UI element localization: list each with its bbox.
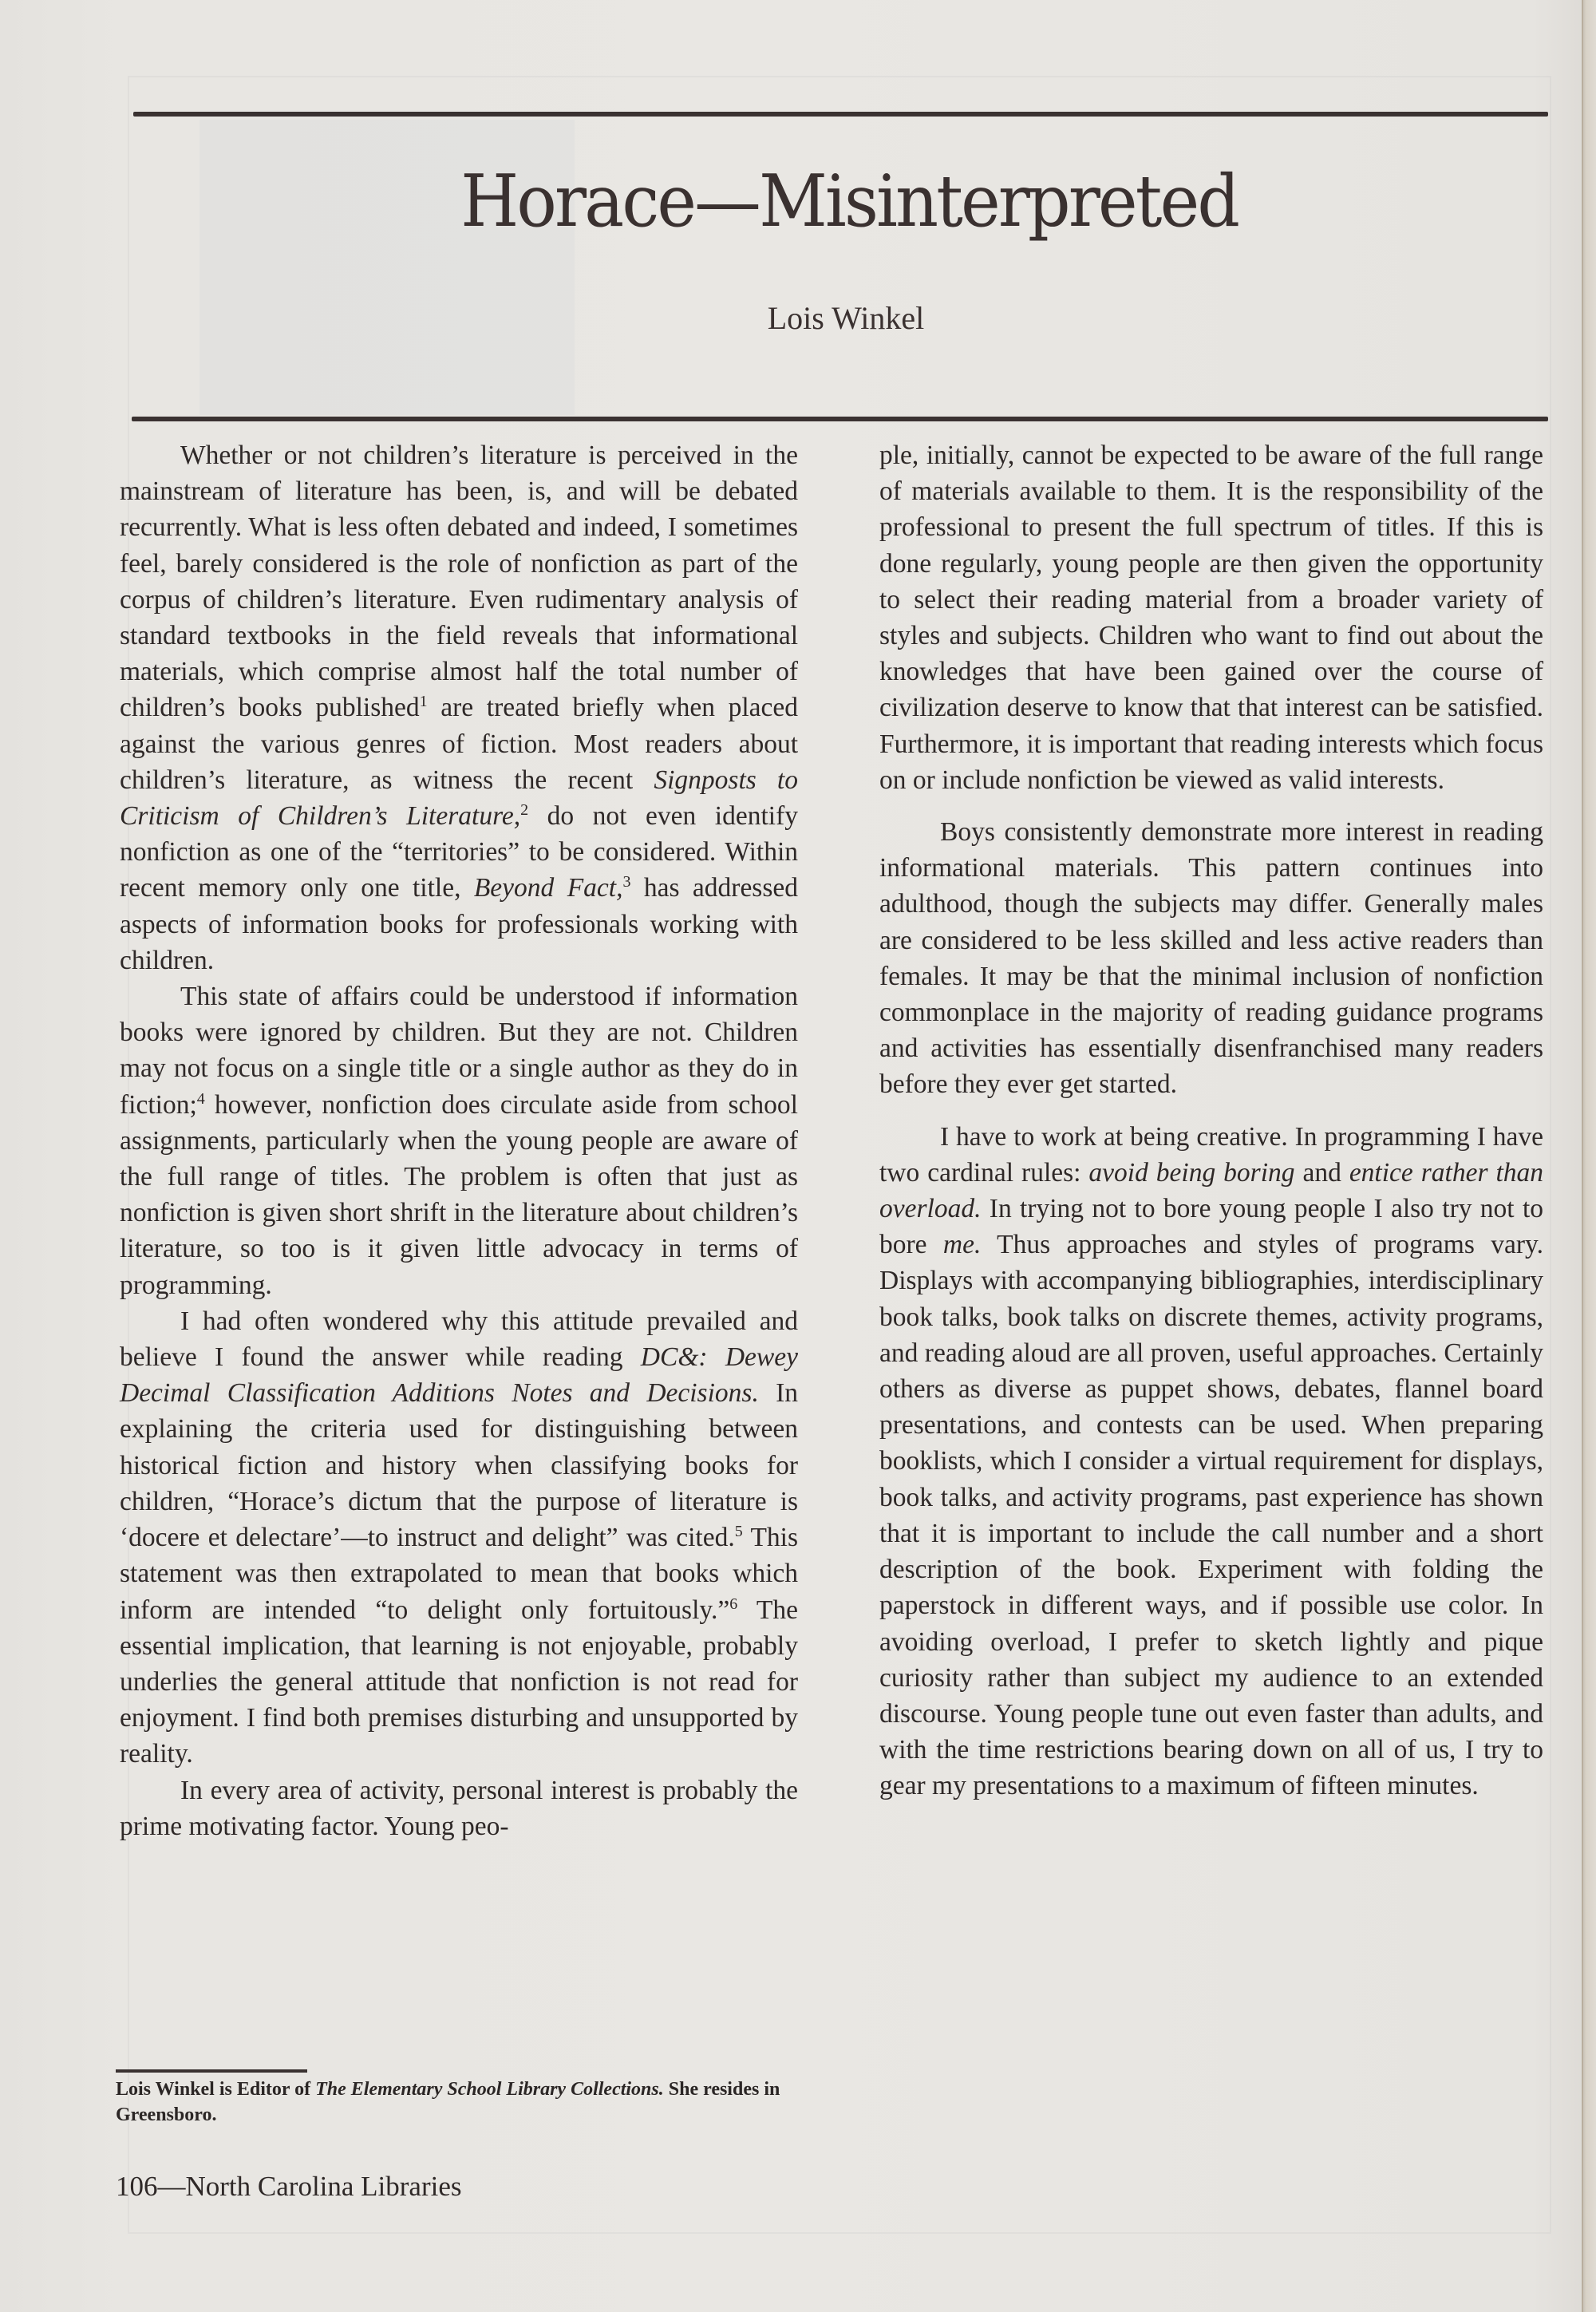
top-rule [133, 112, 1548, 117]
page-folio: 106—North Carolina Libraries [116, 2171, 462, 2202]
footnote-rule [116, 2069, 307, 2073]
header-bottom-rule [132, 417, 1548, 421]
footnote-ref-6: 6 [729, 1595, 738, 1613]
emphasis-me: me. [942, 1230, 982, 1260]
paragraph-6: I have to work at being creative. In programming I have two cardinal rules: avoid being boring and entice rather than overload. In trying not to bore young people I also try not to bore me. Thus approaches and styles of programs vary. Displays with accompanying bibliographies, interdisciplinary book talks, book talks on discrete themes, activity programs, and reading aloud are all proven, useful approaches. Certainly others as diverse as puppet shows, debates, flannel board presentations, and contests can be used. When preparing booklists, which I consider a virtual requirement for displays, book talks, and activity programs, past experience has shown that it is important to include the call number and a short description of the book. Experiment with folding the paperstock in different ways, and if possible use color. In avoiding overload, I prefer to sketch lightly and pique curiosity rather than subject my audience to an extended discourse. Young people tune out even faster than adults, and with the time restrictions bearing down on all of us, I try to gear my presentations to a maximum of fifteen minutes. [879, 1121, 1543, 1801]
paragraph-1: Whether or not children’s literature is perceived in the mainstream of literature has been, is, and will be debated recurrently. What is less often debated and indeed, I sometimes feel, barely considered is the role of nonfiction as part of the corpus of children’s literature. Even rudimentary analysis of standard textbooks in the field reveals that informational materials, which comprise almost half the total number of children’s books published$^1$ are treated briefly when placed against the various genres of fiction. Most readers about children’s literature, as witness the recent Signposts to Criticism of Children’s Literature,$^2$ do not even identify nonfiction as one of the “territories” to be considered. Within recent memory only one title, Beyond Fact,$^3$ has addressed aspects of information books for professionals working with children. [120, 441, 799, 975]
left-column [120, 437, 798, 1844]
footnote-ref-1: 1 [419, 693, 428, 711]
footnote-ref-3: 3 [622, 873, 631, 891]
author-note: Lois Winkel is Editor of The Elementary School Library Collections. She resides in Greensboro. [116, 2079, 780, 2125]
right-column [879, 437, 1543, 1804]
book-title-beyond-fact: Beyond Fact, [473, 873, 623, 903]
paragraph-3: I had often wondered why this attitude prevailed and believe I found the answer while reading DC&: Dewey Decimal Classification Additions Notes and Decisions. In explaining the criteria used for distinguishing between historical fiction and history when classifying books for children, “Horace’s dictum that the purpose of literature is ‘docere et delectare’—to instruct and delight” was cited.$^5$ This statement was then extrapolated to mean that books which inform are intended “to delight only fortuitously.”$^6$ The essential implication, that learning is not enjoyable, probably underlies the general attitude that nonfiction is not read for enjoyment. I find both premises disturbing and unsupported by reality. [120, 1306, 799, 1769]
footnote-ref-2: 2 [520, 801, 529, 820]
paragraph-5: Boys consistently demonstrate more interest in reading informational materials. This pattern continues into adulthood, though the subjects may differ. Generally males are considered to be less skilled and less active readers than females. It may be that the minimal inclusion of nonfiction commonplace in the majority of reading guidance programs and activities has essentially disenfranchised many readers before they ever get started. [879, 817, 1543, 1100]
paragraph-4: In every area of activity, personal interest is probably the prime motivating factor. Young peo- [120, 1775, 798, 1841]
footnote-ref-5: 5 [734, 1523, 743, 1541]
cardinal-rule-2: entice rather than overload. [879, 1157, 1543, 1224]
paragraph-4-continued: ple, initially, cannot be expected to be aware of the full range of materials available to them. It is the responsibility of the professional to present the full spectrum of titles. If this is done regularly, young people are then given the opportunity to select their reading material from a broader variety of styles and subjects. Children who want to find out about the knowledges that have been gained over the course of civilization deserve to know that that interest can be satisfied. Furthermore, it is important that reading interests which focus on or include nonfiction be viewed as valid interests. [879, 441, 1543, 795]
paragraph-2: This state of affairs could be understood if information books were ignored by children. But they are not. Children may not focus on a single title or a single author as they do in fiction;$^4$ however, nonfiction does circulate aside from school assignments, particularly when the young people are aware of the full range of titles. The problem is often that just as nonfiction is given short shrift in the literature about children’s literature, so too is it given little advocacy in terms of programming. [120, 982, 798, 1300]
book-title-dewey: DC&: Dewey Decimal Classification Additions Notes and Decisions. [120, 1342, 798, 1409]
book-title-signposts: Signposts to Criticism of Children’s Literature, [120, 765, 798, 832]
author-byline: Lois Winkel [767, 300, 925, 336]
cardinal-rule-1: avoid being boring [1088, 1157, 1295, 1188]
footnote-ref-4: 4 [196, 1089, 205, 1108]
journal-title: The Elementary School Library Collections. [315, 2079, 664, 2100]
book-spine-edge [1582, 0, 1596, 2312]
article-title: Horace—Misinterpreted [460, 160, 1238, 243]
